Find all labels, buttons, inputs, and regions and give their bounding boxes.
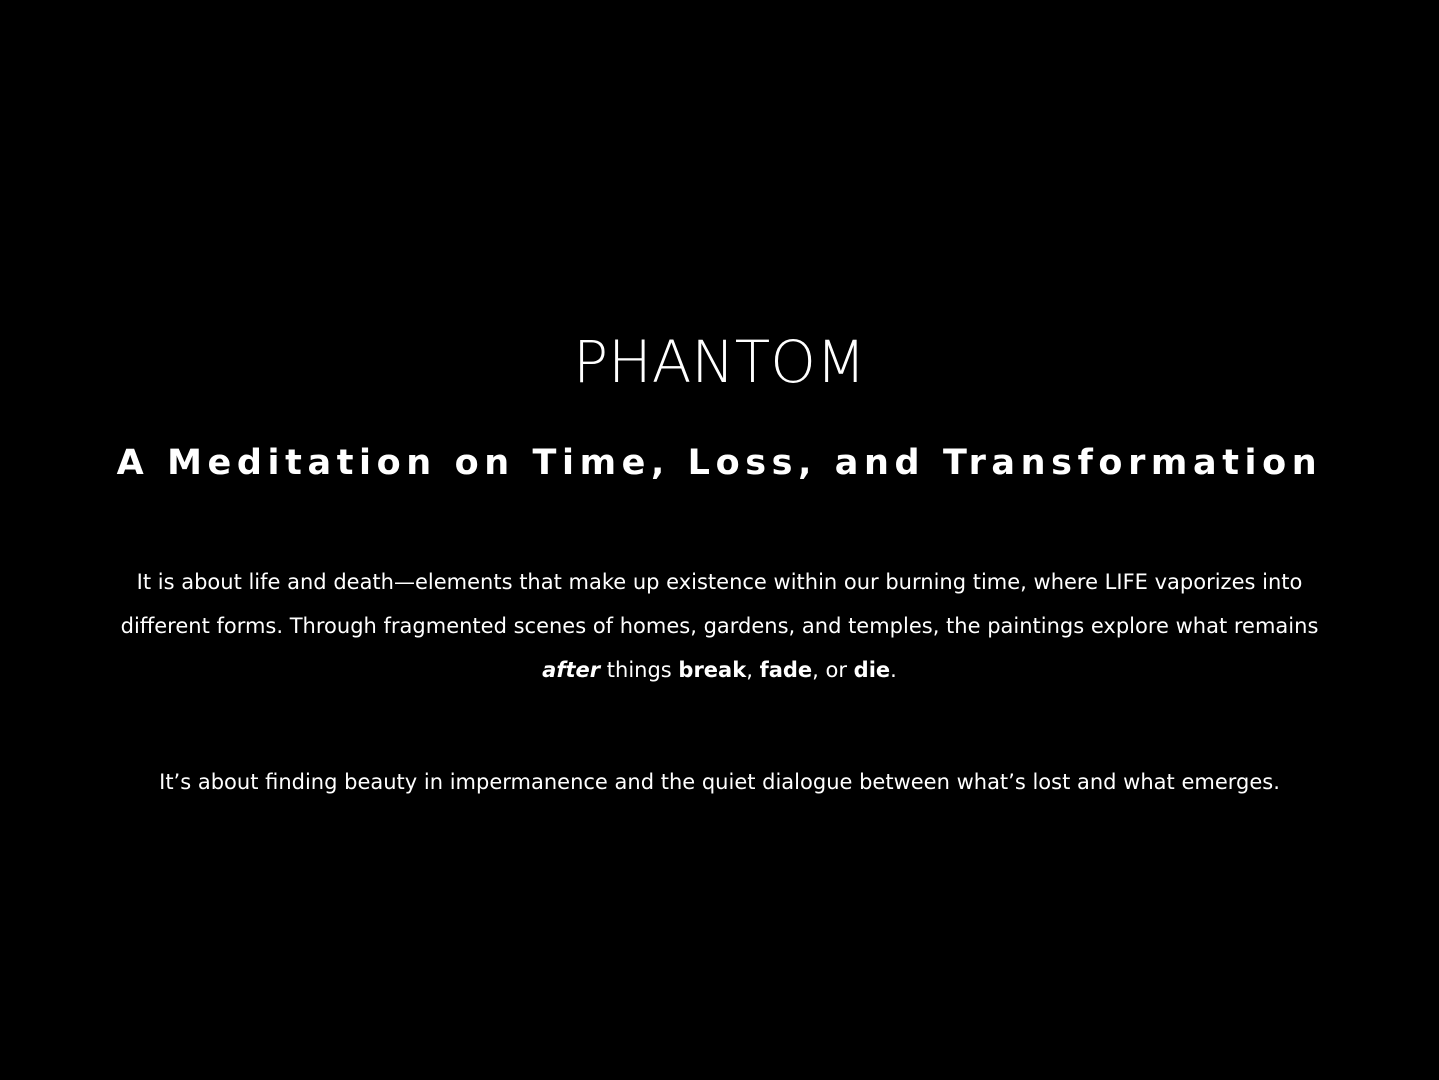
emphasis-after: after [542, 658, 601, 682]
emphasis-break: break [678, 658, 747, 682]
text-period: . [890, 658, 897, 682]
intro-paragraph-line-1: It is about life and death—elements that make up existence within our burning time, where LIFE vaporizes into [136, 570, 1303, 594]
text-things: things [600, 658, 679, 682]
emphasis-die: die [853, 658, 891, 682]
page-subtitle: A Meditation on Time, Loss, and Transformation [116, 443, 1323, 483]
text-comma: , [746, 658, 760, 682]
intro-paragraph [50, 560, 1389, 692]
text-or: , or [812, 658, 854, 682]
closing-paragraph: It’s about finding beauty in impermanence and the quiet dialogue between what’s lost and what emerges. [159, 770, 1280, 794]
intro-paragraph-line-2: different forms. Through fragmented scenes of homes, gardens, and temples, the paintings explore what remains [120, 614, 1319, 638]
page-title: PHANTOM [573, 328, 866, 396]
emphasis-fade: fade [759, 658, 813, 682]
